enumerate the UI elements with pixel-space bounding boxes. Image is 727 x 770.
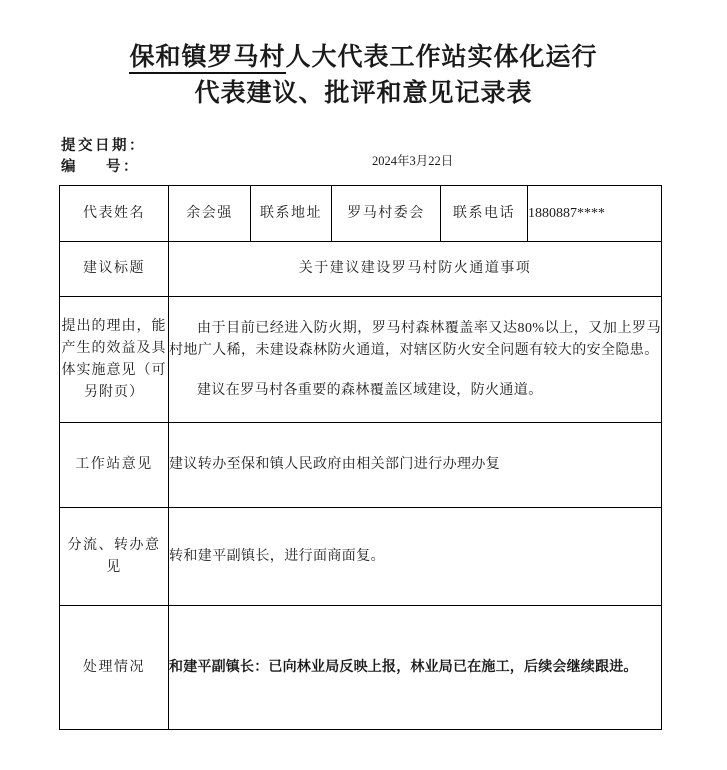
handling-label: 处理情况 [60,606,169,730]
rep-address-value: 罗马村委会 [332,186,441,242]
document-title-rest-part: 人大代表工作站实体化运行 [285,44,598,71]
suggestion-title-label: 建议标题 [60,242,169,297]
table-row-station-opinion [60,423,662,508]
submit-date-value: 2024年3月22日 [372,154,454,168]
reason-label: 提出的理由，能产生的效益及具体实施意见（可另附页） [60,297,169,423]
reason-paragraph-2: 建议在罗马村各重要的森林覆盖区域建设，防火通道。 [197,382,543,398]
submit-date-label-c: 日 [95,138,112,154]
document-title [0,42,727,110]
table-row-handling [60,606,662,730]
document-title-line-1 [0,42,727,74]
table-row-representative [60,186,662,242]
station-opinion-value: 建议转办至保和镇人民政府由相关部门进行办理办复 [169,423,662,508]
number-label-row [61,157,146,178]
submit-date-label-b: 交 [78,138,95,154]
document-title-line-2: 代表建议、批评和意见记录表 [194,80,533,107]
number-label-a: 编 [61,159,78,175]
document-meta [61,136,661,178]
transfer-opinion-value: 转和建平副镇长，进行面商面复。 [169,508,662,606]
table-row-suggestion-title [60,242,662,297]
rep-address-label: 联系地址 [251,186,332,242]
submit-date-label-d: 期： [112,138,146,154]
document-title-underlined-part: 保和镇罗马村 [129,44,285,74]
number-label-b: 号： [106,159,140,175]
rep-phone-value: 1880887**** [528,186,662,242]
meta-labels [61,136,146,178]
table-row-transfer-opinion [60,508,662,606]
transfer-opinion-label: 分流、转办意见 [60,508,169,606]
rep-phone-label: 联系电话 [441,186,528,242]
table-row-reason [60,297,662,423]
reason-paragraph-1: 由于目前已经进入防火期，罗马村森林覆盖率又达80%以上，又加上罗马村地广人稀，未建设森林防火通道，对辖区防火安全问题有较大的安全隐患。 [169,320,661,358]
submit-date-label-row [61,136,146,157]
reason-value [169,297,662,423]
rep-name-value: 余会强 [169,186,251,242]
record-form-table [59,185,662,730]
station-opinion-label: 工作站意见 [60,423,169,508]
handling-value: 和建平副镇长：已向林业局反映上报，林业局已在施工，后续会继续跟进。 [169,606,662,730]
submit-date-label-a: 提 [61,138,78,154]
rep-name-label: 代表姓名 [60,186,169,242]
suggestion-title-value: 关于建议建设罗马村防火通道事项 [169,242,662,297]
